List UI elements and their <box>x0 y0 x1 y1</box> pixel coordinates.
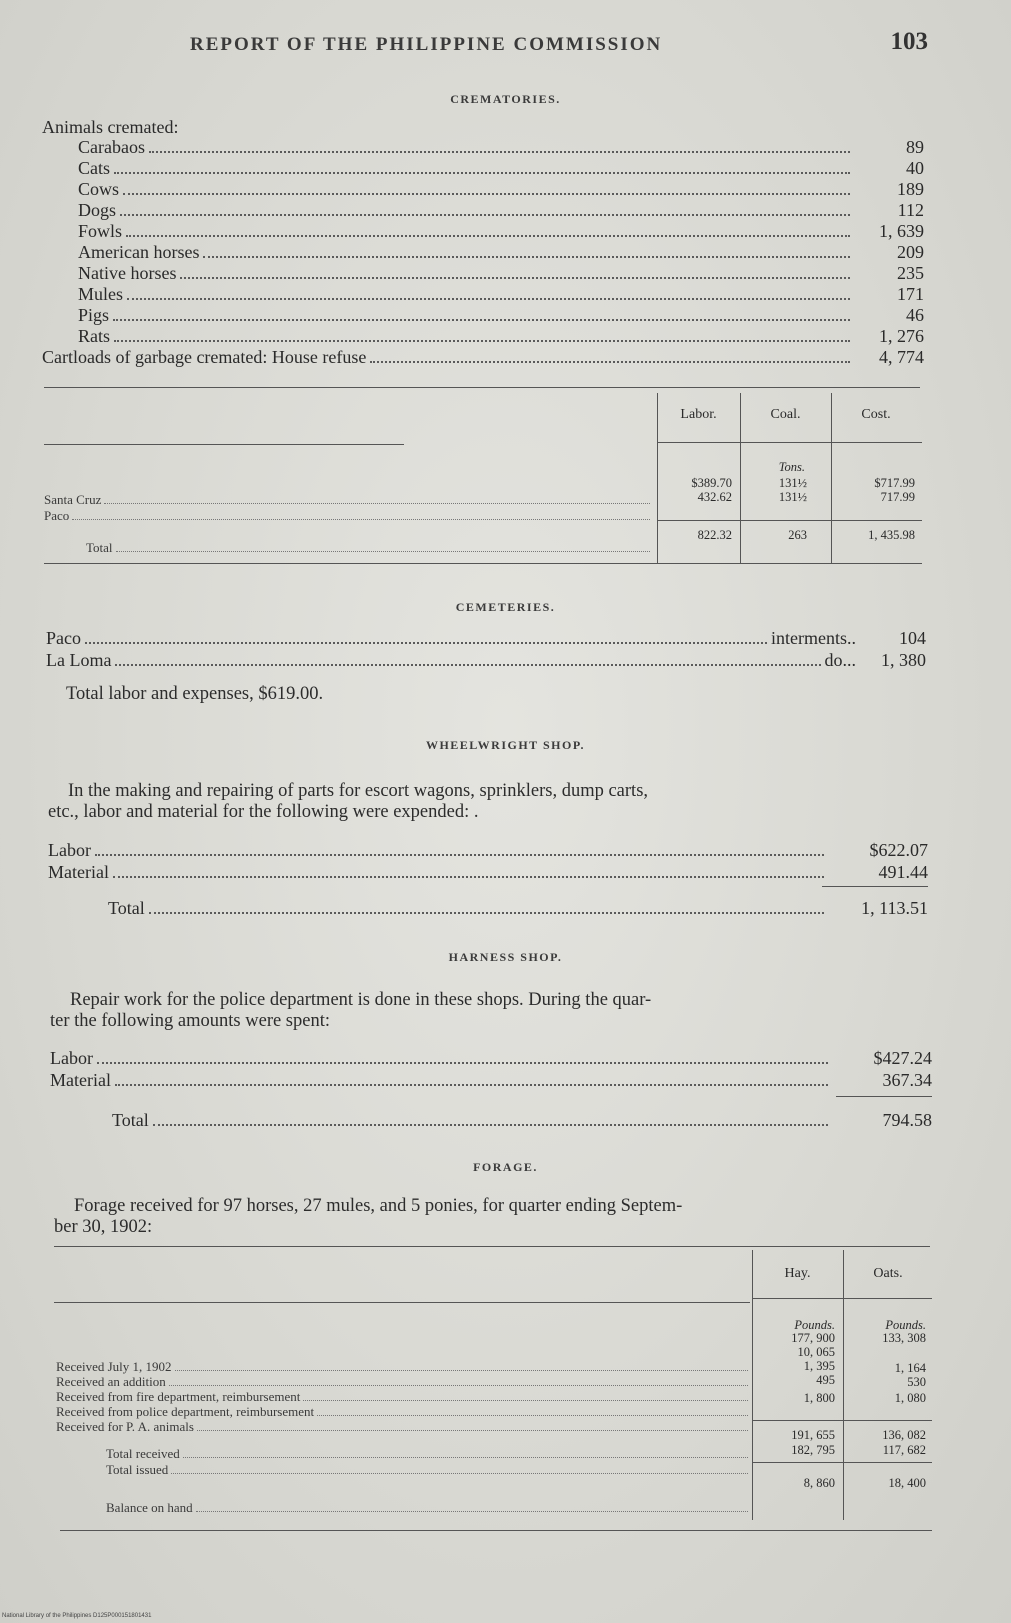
cell-coal: 131½ <box>778 490 807 504</box>
header-hay: Hay. <box>784 1266 811 1281</box>
item-value: 1, 639 <box>879 221 924 241</box>
page-header <box>40 28 940 68</box>
wheelwright-row <box>48 862 928 882</box>
total-coal: 263 <box>788 528 807 542</box>
cell-hay: 10, 065 <box>797 1345 835 1359</box>
oats-unit: Pounds. <box>885 1318 926 1332</box>
total-issued-label: Total issued <box>106 1462 169 1477</box>
item-label: American horses <box>78 242 200 262</box>
harness-row <box>50 1070 932 1090</box>
wheelwright-para-line2: etc., labor and material for the following were expended: . <box>48 802 479 822</box>
balance-oats: 18, 400 <box>888 1476 926 1490</box>
table-row <box>44 492 650 507</box>
list-item <box>78 179 924 199</box>
garbage-row <box>42 347 924 367</box>
cell-hay: 1, 395 <box>803 1359 835 1373</box>
cemetery-value: 104 <box>899 628 926 648</box>
header-oats: Oats. <box>873 1266 903 1281</box>
harness-total-row <box>112 1110 932 1130</box>
table-total-row <box>86 540 650 555</box>
row-label: Santa Cruz <box>44 492 102 507</box>
total-label: Total <box>108 898 145 918</box>
total-received-oats: 136, 082 <box>882 1428 926 1442</box>
running-title: REPORT OF THE PHILIPPINE COMMISSION <box>190 34 663 55</box>
garbage-value: 4, 774 <box>879 347 924 367</box>
row-label: Received from fire department, reimbursement <box>56 1389 301 1404</box>
item-value: 89 <box>906 137 924 157</box>
total-issued-oats: 117, 682 <box>882 1443 926 1457</box>
list-item <box>78 221 924 241</box>
item-value: 112 <box>897 200 924 220</box>
row-label: Material <box>48 862 109 882</box>
total-received-row <box>106 1446 748 1461</box>
balance-hay: 8, 860 <box>803 1476 835 1490</box>
cell-oats: 1, 080 <box>894 1391 926 1405</box>
table-row <box>56 1374 748 1389</box>
cell-cost: 717.99 <box>880 490 915 504</box>
total-issued-hay: 182, 795 <box>791 1443 835 1457</box>
cell-oats: 530 <box>907 1375 926 1389</box>
list-item <box>78 242 924 262</box>
cemeteries-title: CEMETERIES. <box>455 600 556 614</box>
cemetery-value: 1, 380 <box>881 650 926 670</box>
item-label: Cows <box>78 179 120 199</box>
total-labor: 822.32 <box>697 528 732 542</box>
cemetery-row <box>46 650 926 670</box>
item-label: Cats <box>78 158 111 178</box>
row-label: Labor <box>48 840 91 860</box>
table-row <box>56 1404 748 1419</box>
crematories-intro <box>42 117 178 137</box>
harness-title: HARNESS SHOP. <box>448 950 563 964</box>
hay-unit: Pounds. <box>794 1318 835 1332</box>
item-value: 171 <box>897 284 924 304</box>
item-label: Dogs <box>78 200 117 220</box>
wheelwright-para-line1: In the making and repairing of parts for escort wagons, sprinklers, dump carts, <box>68 781 649 801</box>
item-label: Native horses <box>78 263 177 283</box>
total-value: 794.58 <box>882 1110 932 1130</box>
table-row <box>56 1389 748 1404</box>
item-label: Mules <box>78 284 123 304</box>
balance-label: Balance on hand <box>106 1500 193 1515</box>
row-label: Received July 1, 1902 <box>56 1359 172 1374</box>
wheelwright-title: WHEELWRIGHT SHOP. <box>425 738 586 752</box>
row-label: Received from police department, reimbursement <box>56 1404 315 1419</box>
crematories-title: CREMATORIES. <box>450 92 561 106</box>
harness-row <box>50 1048 932 1068</box>
page-number: 103 <box>890 28 928 55</box>
crematories-intro-label: Animals cremated: <box>42 117 179 137</box>
list-item <box>78 158 924 178</box>
cemetery-label: Paco <box>46 628 81 648</box>
table-row <box>56 1359 748 1374</box>
list-item <box>78 263 924 283</box>
row-value: 491.44 <box>878 862 928 882</box>
list-item <box>78 200 924 220</box>
forage-para-line2: ber 30, 1902: <box>54 1217 153 1237</box>
item-label: Rats <box>78 326 111 346</box>
row-value: 367.34 <box>882 1070 932 1090</box>
row-label: Received for P. A. animals <box>56 1419 194 1434</box>
cemeteries-total-note: Total labor and expenses, $619.00. <box>66 684 324 704</box>
cell-oats: 1, 164 <box>894 1361 926 1375</box>
header-coal: Coal. <box>770 407 801 422</box>
cell-hay: 1, 800 <box>803 1391 835 1405</box>
item-value: 46 <box>906 305 924 325</box>
cemetery-label: La Loma <box>46 650 112 670</box>
list-item <box>78 137 924 157</box>
cell-hay: 177, 900 <box>791 1331 835 1345</box>
row-value: $622.07 <box>869 840 928 860</box>
list-item <box>78 284 924 304</box>
wheelwright-total-row <box>108 898 928 918</box>
cell-labor: 432.62 <box>697 490 732 504</box>
total-issued-row <box>106 1462 748 1477</box>
cell-oats: 133, 308 <box>882 1331 926 1345</box>
harness-para-line2: ter the following amounts were spent: <box>50 1011 331 1031</box>
total-received-label: Total received <box>106 1446 180 1461</box>
table-row <box>56 1419 748 1434</box>
row-label: Material <box>50 1070 111 1090</box>
total-label: Total <box>112 1110 149 1130</box>
forage-title: FORAGE. <box>473 1160 538 1174</box>
cemetery-unit: interments.. <box>771 628 856 648</box>
item-value: 189 <box>897 179 924 199</box>
cell-labor: $389.70 <box>691 476 732 490</box>
total-received-hay: 191, 655 <box>791 1428 835 1442</box>
harness-para-line1: Repair work for the police department is done in these shops. During the quar- <box>70 990 652 1010</box>
total-value: 1, 113.51 <box>861 898 928 918</box>
archive-footer: National Library of the Philippines D125P000151801431 <box>2 1613 152 1619</box>
item-value: 40 <box>906 158 924 178</box>
wheelwright-row <box>48 840 928 860</box>
garbage-label: Cartloads of garbage cremated: House refuse <box>42 347 367 367</box>
total-label: Total <box>86 540 113 555</box>
item-label: Carabaos <box>78 137 145 157</box>
item-value: 235 <box>897 263 924 283</box>
list-item <box>78 326 924 346</box>
table-row <box>44 508 650 523</box>
cell-coal: 131½ <box>778 476 807 490</box>
row-label: Labor <box>50 1048 93 1068</box>
cell-cost: $717.99 <box>874 476 915 490</box>
total-cost: 1, 435.98 <box>868 528 915 542</box>
cell-hay: 495 <box>816 1373 835 1387</box>
list-item <box>78 305 924 325</box>
item-label: Fowls <box>78 221 123 241</box>
header-labor: Labor. <box>680 407 717 422</box>
header-cost: Cost. <box>861 407 891 422</box>
cemetery-row <box>46 628 926 648</box>
coal-unit: Tons. <box>778 460 805 474</box>
item-value: 209 <box>897 242 924 262</box>
item-label: Pigs <box>78 305 110 325</box>
row-value: $427.24 <box>873 1048 932 1068</box>
balance-row <box>106 1500 748 1515</box>
row-label: Paco <box>44 508 70 523</box>
item-value: 1, 276 <box>879 326 924 346</box>
row-label: Received an addition <box>56 1374 166 1389</box>
forage-para-line1: Forage received for 97 horses, 27 mules, and 5 ponies, for quarter ending Septem- <box>74 1196 683 1216</box>
cemetery-unit: do... <box>824 650 856 670</box>
